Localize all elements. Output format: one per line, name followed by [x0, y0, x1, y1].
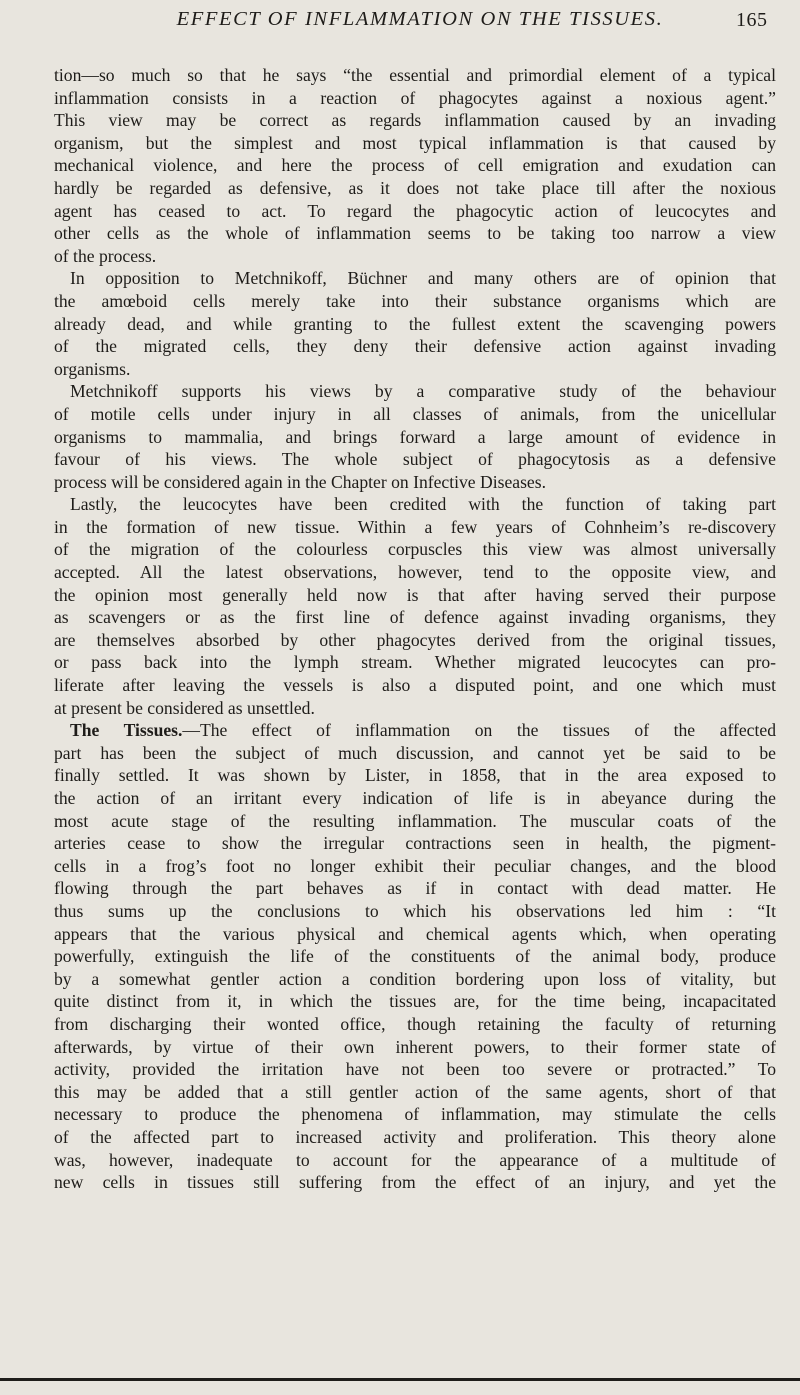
text-line: in the formation of new tissue. Within a few years of Cohnheim’s re-discovery: [54, 516, 776, 537]
text-line: at present be considered as unsettled.: [54, 697, 315, 718]
text-line: thus sums up the conclusions to which his observations led him : “It: [54, 900, 776, 921]
text-line: necessary to produce the phenomena of inflammation, may stimulate the cells: [54, 1104, 776, 1125]
text-line: new cells in tissues still suffering from the effect of an injury, and yet the: [54, 1172, 776, 1193]
text-line: other cells as the whole of inflammation seems to be taking too narrow a view: [54, 223, 776, 244]
paragraph-start-line: Lastly, the leucocytes have been credited with the function of taking part: [70, 494, 776, 515]
text-line: of the migrated cells, they deny their defensive action against invading: [54, 336, 776, 357]
section-start-text: —The effect of inflammation on the tissues of the affected: [182, 720, 776, 741]
text-line: organisms.: [54, 358, 131, 379]
text-line: hardly be regarded as defensive, as it does not take place till after the noxious: [54, 177, 776, 198]
sidehead: The Tissues.: [70, 720, 183, 741]
paragraph-start-line: Metchnikoff supports his views by a comparative study of the behaviour: [70, 381, 776, 402]
text-line: activity, provided the irritation have not been too severe or protracted.” To: [54, 1059, 776, 1080]
page-number: 165: [736, 9, 768, 31]
text-line: the action of an irritant every indication of life is in abeyance during the: [54, 788, 776, 808]
page-header: [0, 8, 800, 48]
text-line: the amœboid cells merely take into their substance organisms which are: [54, 290, 776, 311]
text-line: as scavengers or as the first line of defence against invading organisms, they: [54, 607, 776, 628]
text-line: appears that the various physical and chemical agents which, when operating: [54, 923, 776, 944]
running-head: EFFECT OF INFLAMMATION ON THE TISSUES.: [176, 8, 664, 30]
text-line: part has been the subject of much discussion, and cannot yet be said to be: [54, 742, 776, 763]
text-line: inflammation consists in a reaction of phagocytes against a noxious agent.”: [54, 87, 776, 108]
text-line: most acute stage of the resulting inflammation. The muscular coats of the: [54, 810, 776, 831]
text-line: This view may be correct as regards inflammation caused by an invading: [54, 110, 776, 131]
text-line: quite distinct from it, in which the tissues are, for the time being, incapacitated: [54, 991, 776, 1012]
text-line: of the affected part to increased activity and proliferation. This theory alone: [54, 1126, 776, 1147]
page-edge-rule: [0, 1378, 800, 1381]
text-line: organism, but the simplest and most typical inflammation is that caused by: [54, 132, 776, 153]
text-line: organisms to mammalia, and brings forward a large amount of evidence in: [54, 426, 776, 447]
text-line: agent has ceased to act. To regard the phagocytic action of leucocytes and: [54, 200, 776, 221]
text-line: are themselves absorbed by other phagocytes derived from the original tissues,: [54, 629, 776, 650]
text-line: process will be considered again in the Chapter on Infective Diseases.: [54, 471, 546, 492]
text-line: was, however, inadequate to account for the appearance of a multitude of: [54, 1149, 776, 1170]
body-text: [54, 64, 776, 1194]
text-line: liferate after leaving the vessels is also a disputed point, and one which must: [54, 675, 776, 696]
text-line: or pass back into the lymph stream. Whether migrated leucocytes can pro-: [54, 652, 776, 673]
text-line: tion—so much so that he says “the essential and primordial element of a typical: [54, 65, 776, 85]
text-line: afterwards, by virtue of their own inherent powers, to their former state of: [54, 1036, 776, 1057]
text-line: arteries cease to show the irregular contractions seen in health, the pigment-: [54, 833, 776, 854]
text-line: the opinion most generally held now is that after having served their purpose: [54, 584, 776, 605]
text-line: of the process.: [54, 245, 157, 266]
text-line: of the migration of the colourless corpuscles this view was almost universally: [54, 539, 776, 560]
text-line: cells in a frog’s foot no longer exhibit their peculiar changes, and the blood: [54, 855, 776, 876]
paragraph-start-line: In opposition to Metchnikoff, Büchner and many others are of opinion that: [70, 268, 776, 289]
text-line: accepted. All the latest observations, however, tend to the opposite view, and: [54, 562, 776, 583]
text-line: mechanical violence, and here the process of cell emigration and exudation can: [54, 155, 776, 176]
text-line: favour of his views. The whole subject of phagocytosis as a defensive: [54, 449, 776, 470]
text-line: finally settled. It was shown by Lister, in 1858, that in the area exposed to: [54, 765, 776, 786]
text-line: this may be added that a still gentler action of the same agents, short of that: [54, 1081, 776, 1102]
text-line: from discharging their wonted office, though retaining the faculty of returning: [54, 1013, 776, 1034]
section-start-line: [54, 719, 776, 742]
text-line: flowing through the part behaves as if in contact with dead matter. He: [54, 878, 776, 899]
text-line: powerfully, extinguish the life of the constituents of the animal body, produce: [54, 946, 776, 967]
text-line: of motile cells under injury in all classes of animals, from the unicellular: [54, 403, 776, 424]
text-line: by a somewhat gentler action a condition bordering upon loss of vitality, but: [54, 968, 776, 989]
text-line: already dead, and while granting to the fullest extent the scavenging powers: [54, 313, 776, 334]
